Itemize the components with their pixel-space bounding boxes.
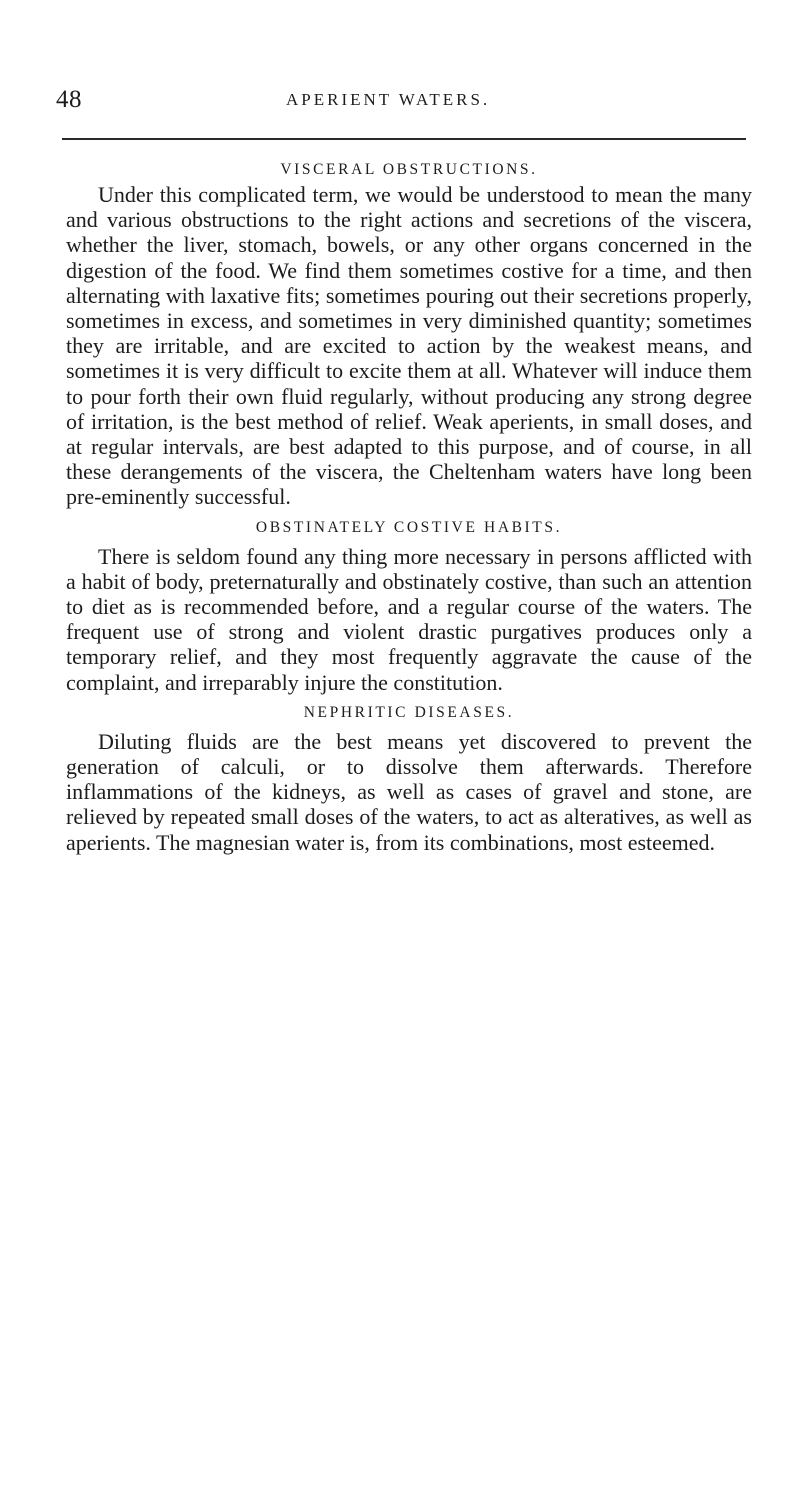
section-heading-costive-habits: OBSTINATELY COSTIVE HABITS. bbox=[255, 518, 563, 536]
section-heading-nephritic-diseases: NEPHRITIC DISEASES. bbox=[303, 703, 515, 721]
paragraph-nephritic-diseases: Diluting fluids are the best means yet discovered to prevent the generation of calculi, or to dissolve them afterwards. Therefore inflammations of the kidneys, as well as cases of gravel and stone, are relieved by repeated small doses of the waters, to act as alteratives, as well as aperients. The magnesian water is, from its combinations, most esteemed. bbox=[66, 728, 752, 855]
page-number: 48 bbox=[56, 86, 82, 113]
section-heading-visceral-obstructions: VISCERAL OBSTRUCTIONS. bbox=[280, 161, 538, 178]
paragraph-visceral-obstructions: Under this complicated term, we would be understood to mean the many and various obstructions to the right actions and secretions of the viscera, whether the liver, stomach, bowels, or any other organs concerned in the digestion of the food. We find them sometimes costive for a time, and then alternating with laxative fits; sometimes pouring out their secretions properly, sometimes in excess, and sometimes in very diminished quantity; sometimes they are irritable, and are excited to action by the weakest means, and sometimes it is very difficult to excite them at all. Whatever will induce them to pour forth their own fluid regularly, without producing any strong degree of irritation, is the best method of relief. Weak aperients, in small doses, and at regular intervals, are best adapted to this purpose, and of course, in all these derangements of the viscera, the Cheltenham waters have long been pre-eminently successful. bbox=[66, 182, 752, 510]
header-rule bbox=[62, 138, 746, 140]
running-title: APERIENT WATERS. bbox=[286, 90, 491, 109]
running-head bbox=[56, 86, 744, 116]
paragraph-costive-habits: There is seldom found any thing more necessary in persons afflicted with a habit of body, preternaturally and obstinately costive, than such an attention to diet as is recommended before, and a regular course of the waters. The frequent use of strong and violent drastic purgatives produces only a temporary relief, and they most frequently aggravate the cause of the complaint, and irreparably injure the constitution. bbox=[66, 543, 752, 695]
body-text bbox=[66, 152, 752, 861]
